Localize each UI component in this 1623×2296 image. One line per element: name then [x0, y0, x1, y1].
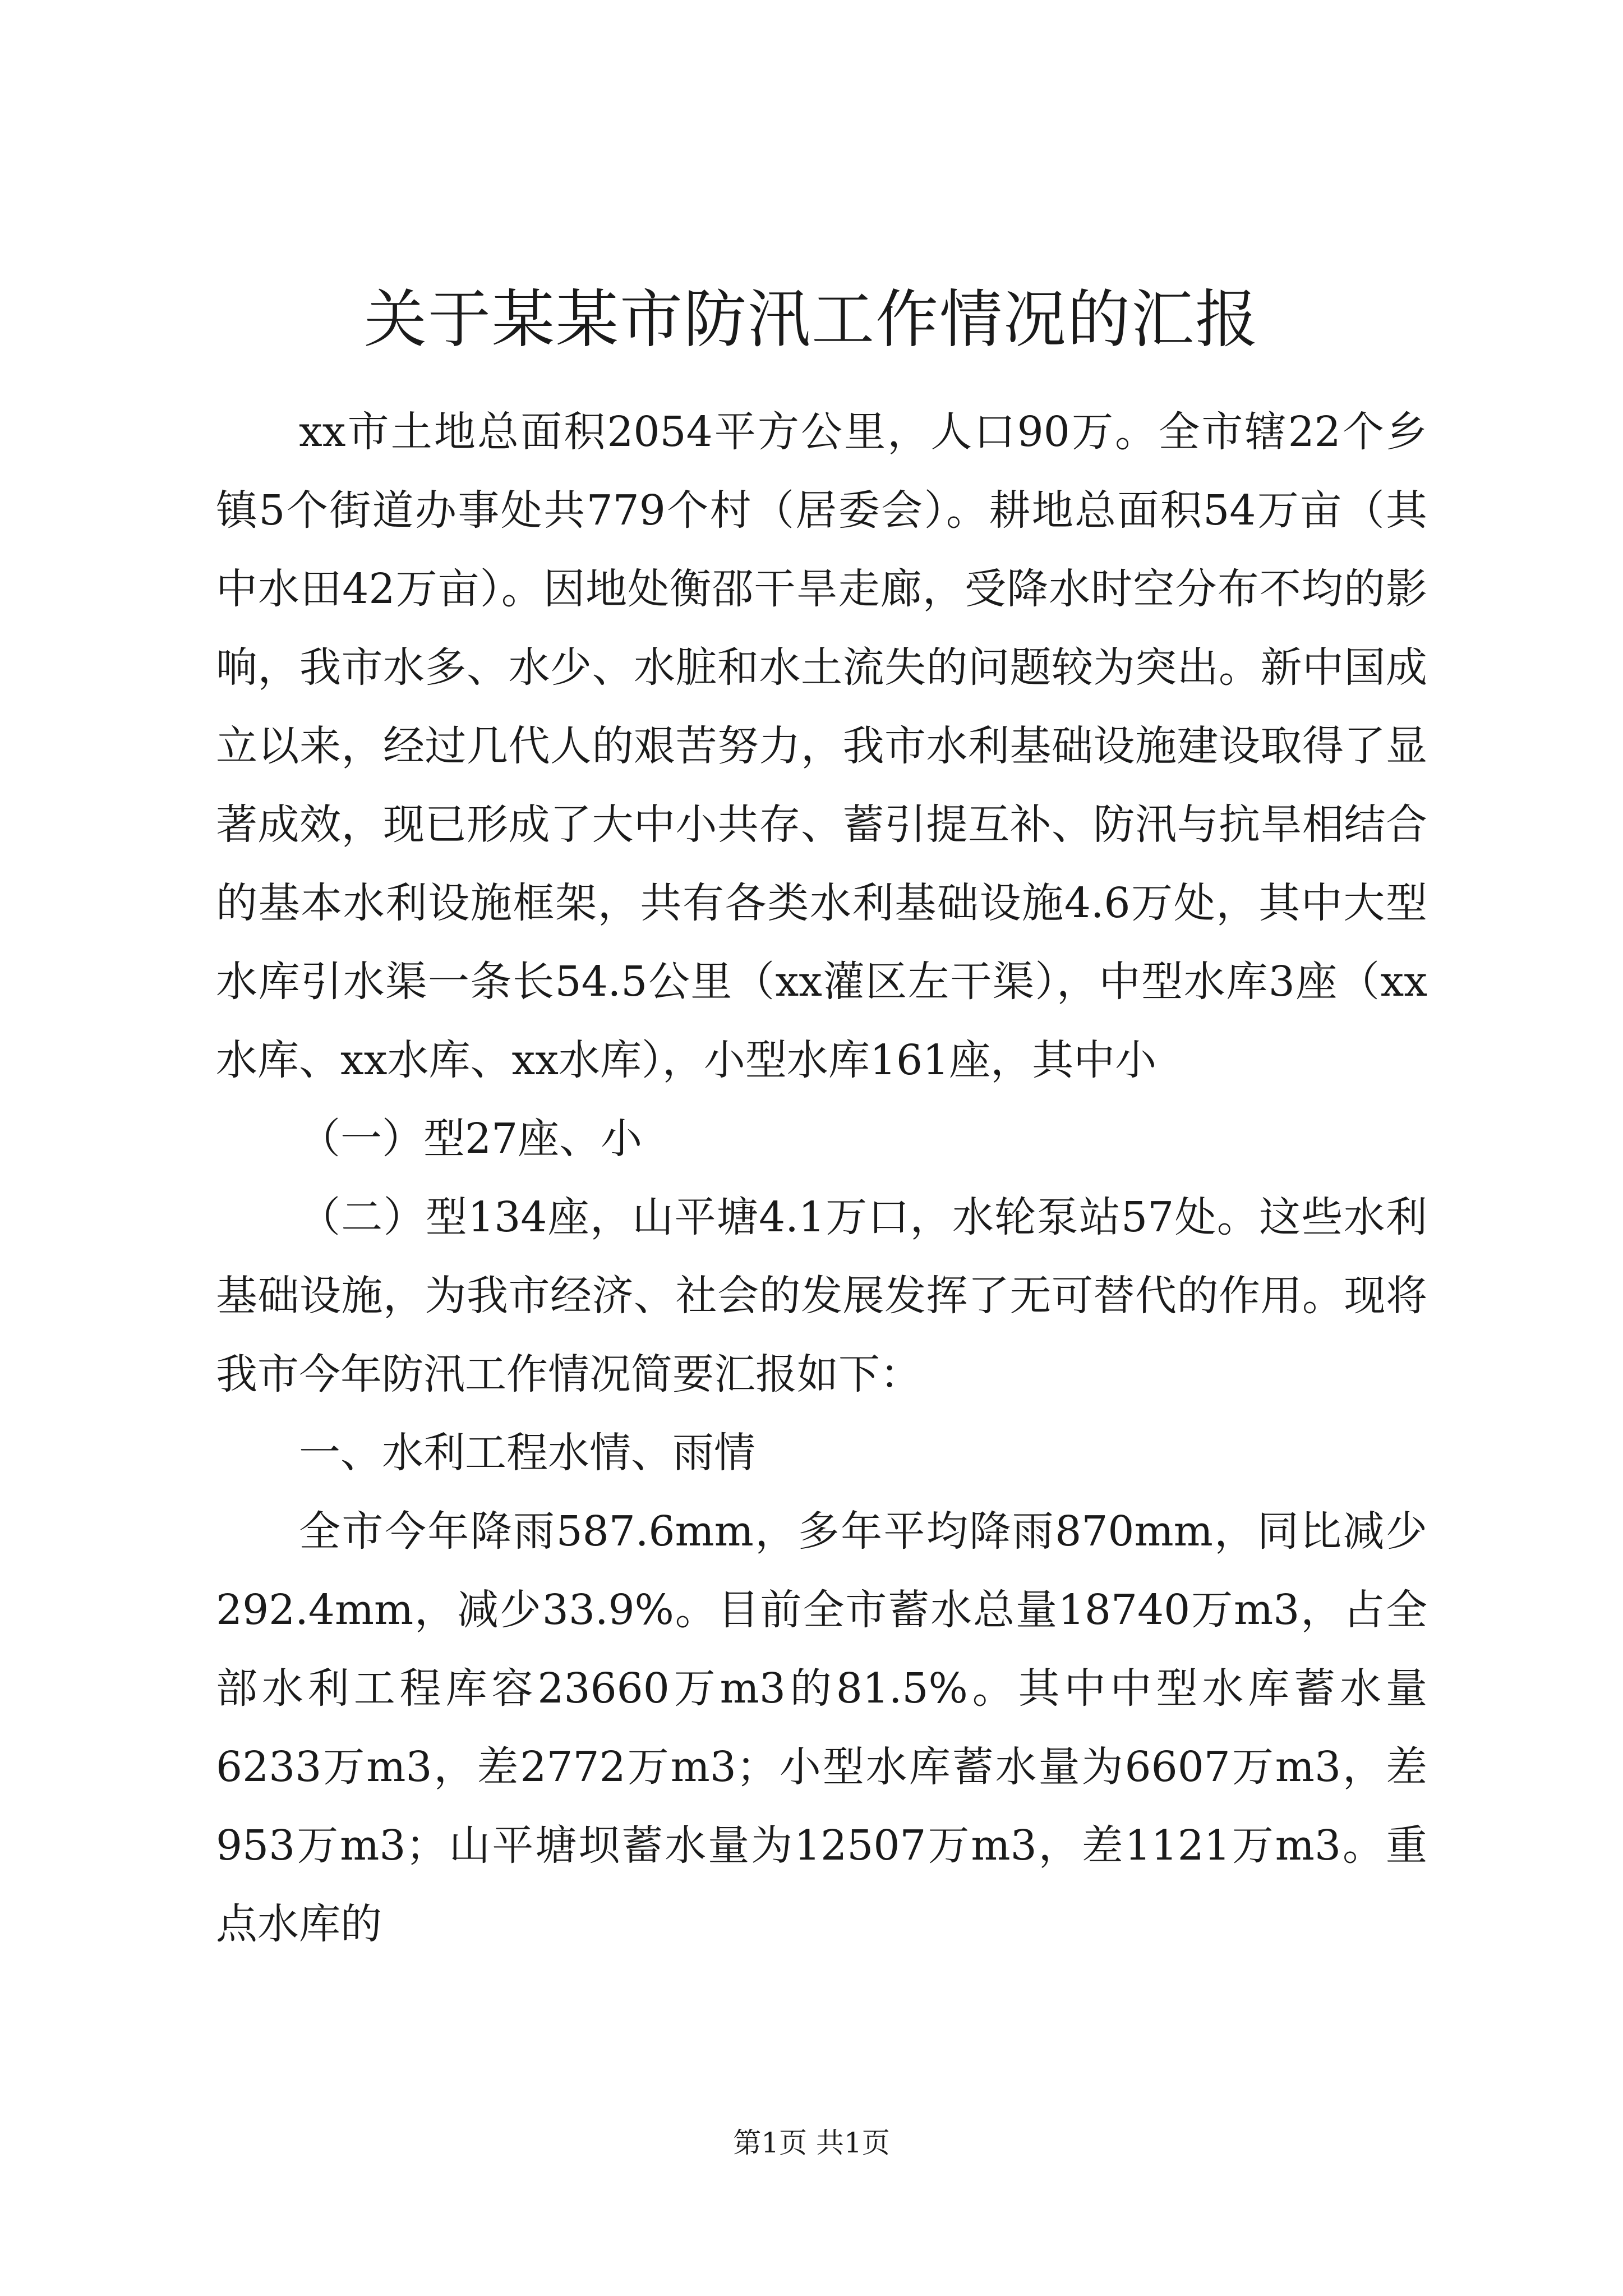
section-heading-water-rain: 一、水利工程水情、雨情: [299, 1429, 755, 1477]
paragraph-overview: xx市土地总面积2054平方公里，人口90万。全市辖22个乡镇5个街道办事处共779个村（居委会）。耕地总面积54万亩（其中水田42万亩）。因地处衡邵干旱走廊，受降水时空分布不均的影响，我市水多、水少、水脏和水土流失的问题较为突出。新中国成立以来，经过几代人的艰苦努力，我市水利基础设施建设取得了显著成效，现已形成了大中小共存、蓄引提互补、防汛与抗旱相结合的基本水利设施框架，共有各类水利基础设施4.6万处，其中大型水库引水渠一条长54.5公里（xx灌区左干渠），中型水库3座（xx水库、xx水库、xx水库），小型水库161座，其中小: [216, 408, 1427, 1084]
page-number-footer: 第1页 共1页: [733, 2127, 890, 2159]
document-title: 关于某某市防汛工作情况的汇报: [364, 283, 1259, 356]
paragraph-rainfall: 全市今年降雨587.6mm，多年平均降雨870mm，同比减少292.4mm，减少33.9%。目前全市蓄水总量18740万m3，占全部水利工程库容23660万m3的81.5%。其中中型水库蓄水量6233万m3，差2772万m3；小型水库蓄水量为6607万m3，差953万m3；山平塘坝蓄水量为12507万m3，差1121万m3。重点水库的: [216, 1507, 1427, 1948]
paragraph-type-two: （二）型134座，山平塘4.1万口，水轮泵站57处。这些水利基础设施，为我市经济、社会的发展发挥了无可替代的作用。现将我市今年防汛工作情况简要汇报如下：: [216, 1193, 1427, 1398]
document-body: [216, 393, 1427, 1963]
paragraph-type-one: （一）型27座、小: [299, 1115, 643, 1163]
